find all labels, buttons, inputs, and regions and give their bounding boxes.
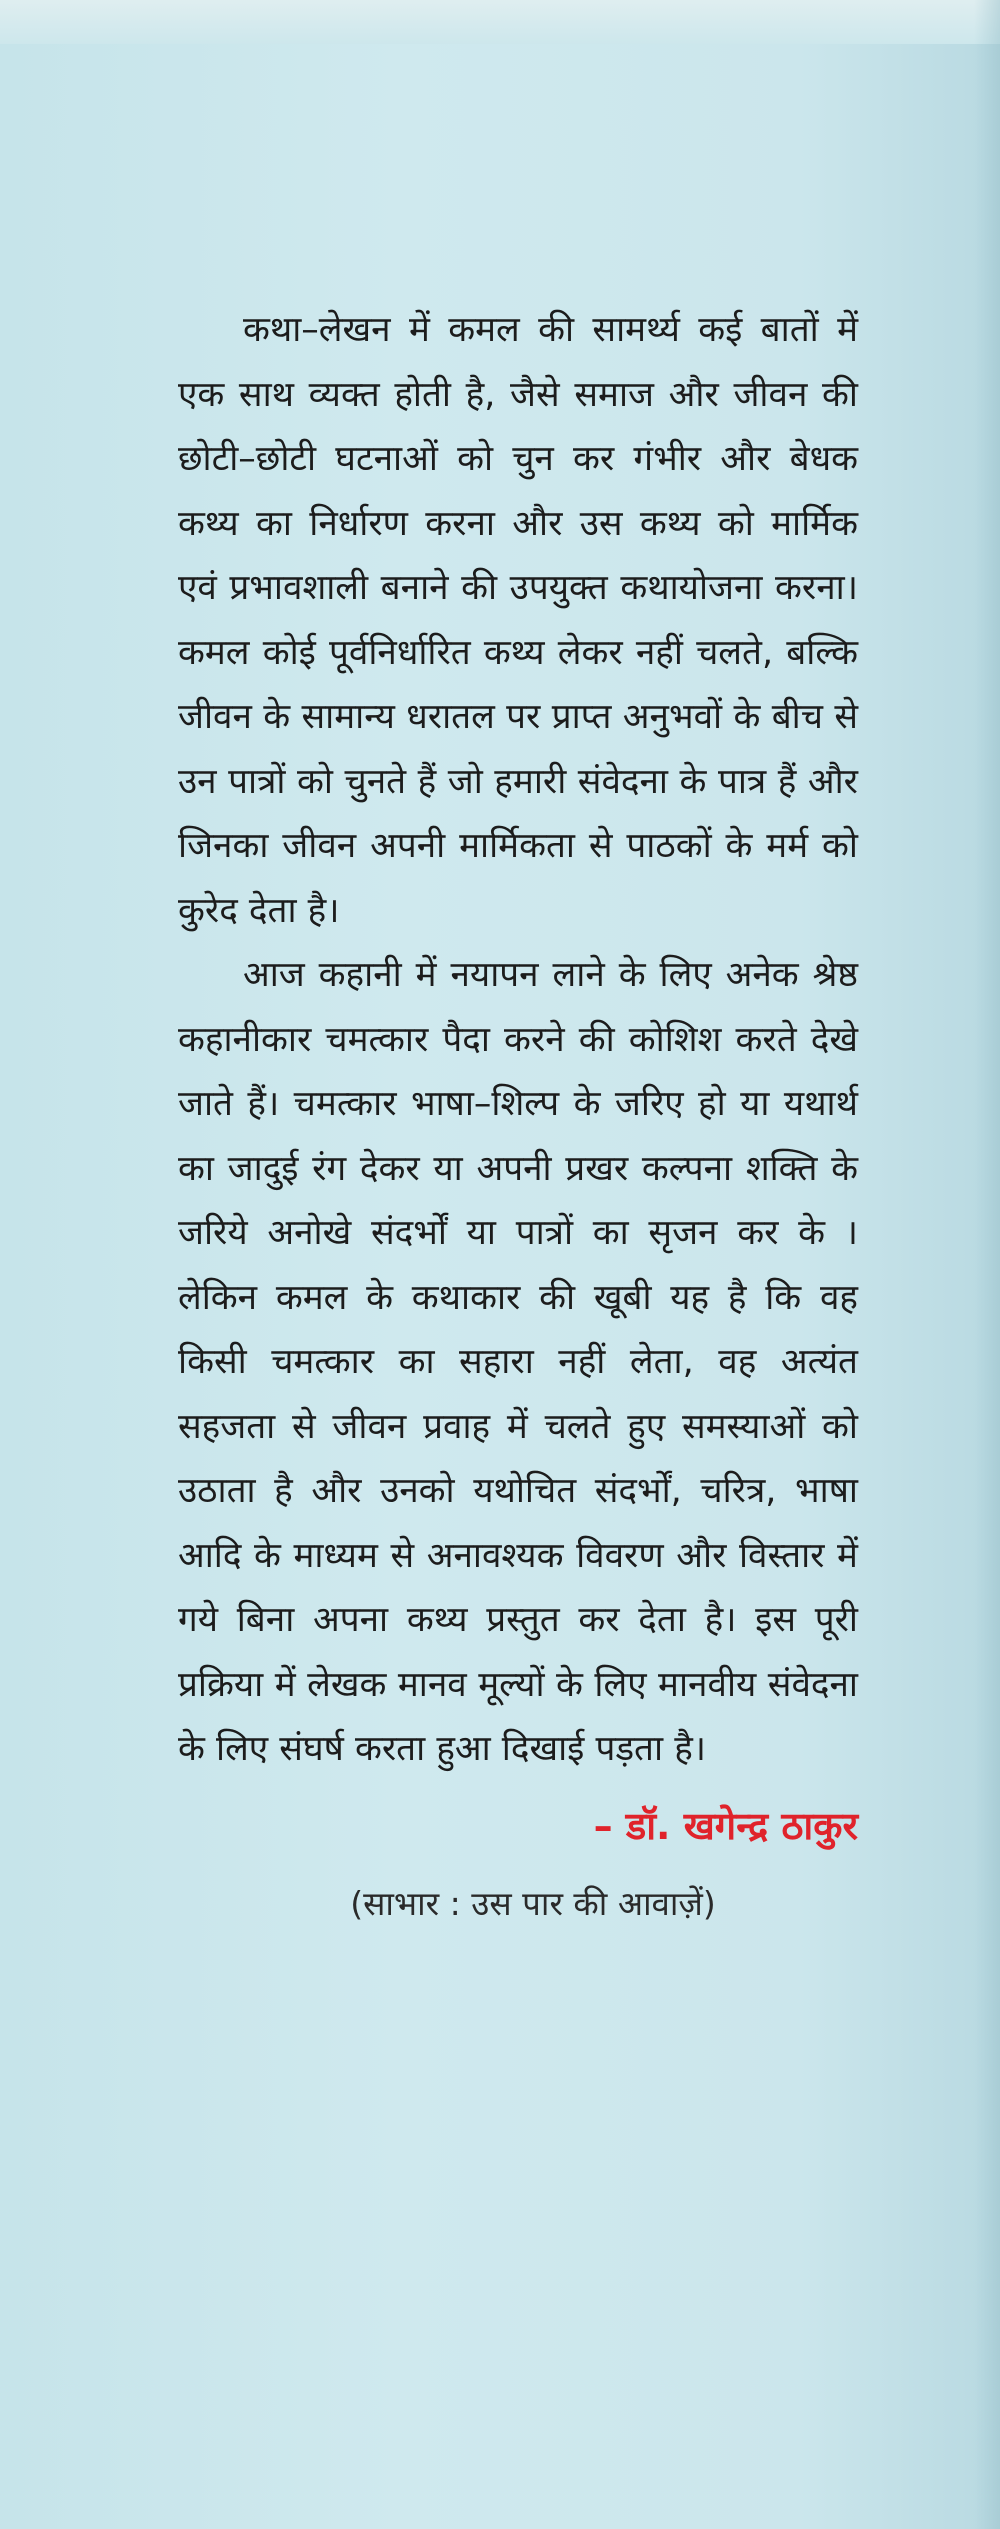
blurb-text-block (178, 298, 858, 1936)
cover-fold-edge (974, 0, 1000, 2529)
top-edge-strip (0, 0, 1000, 44)
author-signature: – डॉ. खगेन्द्र ठाकुर (593, 1803, 858, 1848)
blurb-paragraph-2: आज कहानी में नयापन लाने के लिए अनेक श्रेष्ठ कहानीकार चमत्कार पैदा करने की कोशिश करते देखे जाते हैं। चमत्कार भाषा–शिल्प के जरिए हो या यथार्थ का जादुई रंग देकर या अपनी प्रखर कल्पना शक्ति के जरिये अनोखे संदर्भों या पात्रों का सृजन कर के । लेकिन कमल के कथाकार की खूबी यह है कि वह किसी चमत्कार का सहारा नहीं लेता, वह अत्यंत सहजता से जीवन प्रवाह में चलते हुए समस्याओं को उठाता है और उनको यथोचित संदर्भों, चरित्र, भाषा आदि के माध्यम से अनावश्यक विवरण और विस्तार में गये बिना अपना कथ्य प्रस्तुत कर देता है। इस पूरी प्रक्रिया में लेखक मानव मूल्यों के लिए मानवीय संवेदना के लिए संघर्ष करता हुआ दिखाई पड़ता है। (178, 955, 858, 1769)
source-credit: (साभार : उस पार की आवाज़ें) (350, 1883, 716, 1923)
blurb-paragraph-1: कथा–लेखन में कमल की सामर्थ्य कई बातों में एक साथ व्यक्त होती है, जैसे समाज और जीवन की छोटी–छोटी घटनाओं को चुन कर गंभीर और बेधक कथ्य का निर्धारण करना और उस कथ्य को मार्मिक एवं प्रभावशाली बनाने की उपयुक्त कथायोजना करना। कमल कोई पूर्वनिर्धारित कथ्य लेकर नहीं चलते, बल्कि जीवन के सामान्य धरातल पर प्राप्त अनुभवों के बीच से उन पात्रों को चुनते हैं जो हमारी संवेदना के पात्र हैं और जिनका जीवन अपनी मार्मिकता से पाठकों के मर्म को कुरेद देता है। (178, 310, 858, 931)
